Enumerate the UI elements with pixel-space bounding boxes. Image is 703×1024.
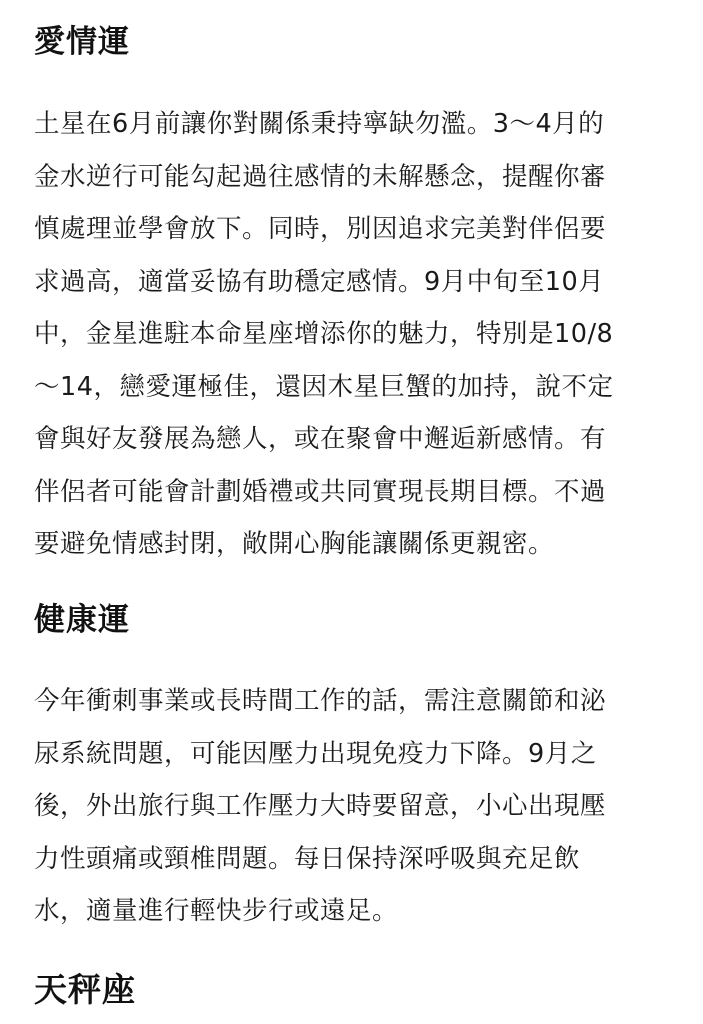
love-fortune-paragraph <box>34 98 674 571</box>
paragraph-line: 金水逆行可能勾起過往感情的未解懸念，提醒你審 <box>34 161 607 192</box>
paragraph-line: ～14，戀愛運極佳，還因木星巨蟹的加持，說不定 <box>34 371 614 402</box>
love-fortune-heading: 愛情運 <box>34 24 130 60</box>
paragraph-line: 伴侶者可能會計劃婚禮或共同實現長期目標。不過 <box>34 476 607 507</box>
paragraph-line: 要避免情感封閉，敞開心胸能讓關係更親密。 <box>34 529 555 559</box>
paragraph-line: 慎處理並學會放下。同時，別因追求完美對伴侶要 <box>34 214 607 244</box>
paragraph-line: 中，金星進駐本命星座增添你的魅力，特別是10/8 <box>34 319 614 349</box>
paragraph-line: 水，適量進行輕快步行或遠足。 <box>34 896 399 926</box>
paragraph-line: 尿系統問題，可能因壓力出現免疫力下降。9月之 <box>34 738 597 769</box>
libra-section-heading: 天秤座 <box>34 970 136 1009</box>
paragraph-line: 會與好友發展為戀人，或在聚會中邂逅新感情。有 <box>34 424 607 454</box>
health-fortune-heading: 健康運 <box>34 602 130 638</box>
paragraph-line: 求過高，適當妥協有助穩定感情。9月中旬至10月 <box>34 266 605 297</box>
paragraph-line: 今年衝刺事業或長時間工作的話，需注意關節和泌 <box>34 686 607 716</box>
paragraph-line: 後，外出旅行與工作壓力大時要留意，小心出現壓 <box>34 791 607 821</box>
paragraph-line: 土星在6月前讓你對關係秉持寧缺勿濫。3～4月的 <box>34 109 605 139</box>
paragraph-line: 力性頭痛或頸椎問題。每日保持深呼吸與充足飲 <box>34 843 581 874</box>
health-fortune-paragraph <box>34 675 674 938</box>
